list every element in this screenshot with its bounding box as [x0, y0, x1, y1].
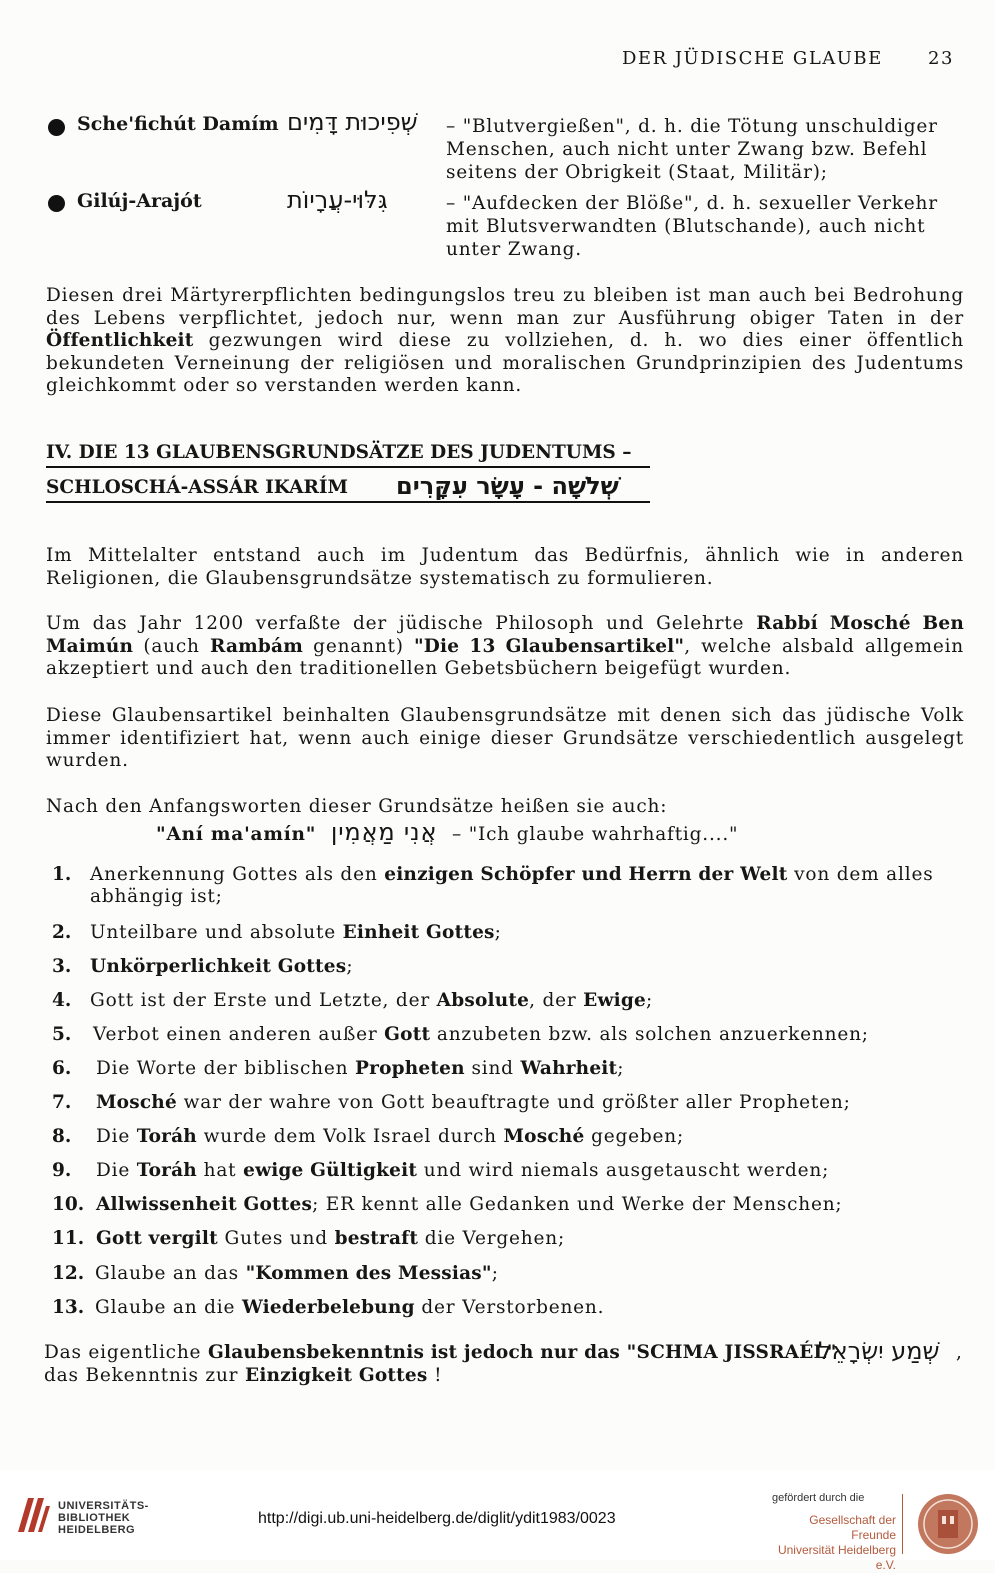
article-number: 11.	[52, 1228, 85, 1249]
intro-paragraph: Im Mittelalter entstand auch im Judentum das Bedürfnis, ähnlich wie in anderen Religionen, die Glaubensgrundsätze systematisch zu formulieren.	[46, 545, 964, 589]
article-text: Gott ist der Erste und Letzte, der Absolute, der Ewige;	[90, 990, 653, 1011]
martyr-paragraph: Diesen drei Märtyrerpflichten bedingungslos treu zu bleiben ist man auch bei Bedrohung des Lebens verpflichtet, jedoch nur, wenn man zur Ausführung obiger Taten in der Öffentlichkeit gezwungen wird diese zu vollziehen, d. h. wo dies einer öffentlich bekundeten Verneinung der religiösen und moralischen Grundprinzipien des Judentums gleichkommt oder so verstanden werden kann.	[46, 285, 964, 396]
definition-term: Gilúj-Arajót	[77, 190, 202, 212]
article-text: Unkörperlichkeit Gottes;	[90, 956, 354, 977]
closing-comma: ,	[956, 1342, 962, 1363]
article-text: Allwissenheit Gottes; ER kennt alle Gedanken und Werke der Menschen;	[96, 1194, 843, 1215]
article-number: 2.	[52, 922, 72, 943]
article-text: Glaube an die Wiederbelebung der Verstorbenen.	[95, 1297, 605, 1318]
definition-hebrew: שְׁפִיכוּת דָּמִים	[287, 108, 418, 136]
definition-text: – "Aufdecken der Blöße", d. h. sexueller Verkehr mit Blutsverwandten (Blutschande), auch nicht unter Zwang.	[446, 193, 938, 260]
ani-maamin-translation: – "Ich glaube wahrhaftig...."	[452, 824, 739, 845]
closing-line1: Das eigentliche Glaubensbekenntnis ist jedoch nur das "SCHMA JISSRAÉL"	[44, 1342, 837, 1363]
article-text: Die Toráh hat ewige Gültigkeit und wird niemals ausgetauscht werden;	[96, 1160, 830, 1181]
sponsor-divider	[902, 1494, 903, 1554]
article-number: 6.	[52, 1058, 72, 1079]
permalink-url[interactable]: http://digi.ub.uni-heidelberg.de/diglit/ydit1983/0023	[258, 1510, 616, 1527]
article-number: 9.	[52, 1160, 72, 1181]
library-logo-icon	[14, 1492, 54, 1538]
rambam-paragraph: Um das Jahr 1200 verfaßte der jüdische Philosoph und Gelehrte Rabbí Mosché Ben Maimún (auch Rambám genannt) "Die 13 Glaubensartikel", welche alsbald allgemein akzeptiert und auch den traditionellen Gebetsbüchern beigefügt wurden.	[46, 613, 964, 679]
ani-maamin-line	[156, 818, 738, 846]
article-number: 8.	[52, 1126, 72, 1147]
article-text: Verbot einen anderen außer Gott anzubeten bzw. als solchen anzuerkennen;	[93, 1024, 869, 1045]
bullet-icon	[48, 195, 65, 212]
ani-maamin-lead: Nach den Anfangsworten dieser Grundsätze heißen sie auch:	[46, 796, 668, 817]
article-number: 7.	[52, 1092, 72, 1113]
page-number: 23	[928, 48, 954, 69]
section-heading-translit: SCHLOSCHÁ-ASSÁR IKARÍM	[46, 477, 348, 498]
sponsor-note: gefördert durch die	[772, 1492, 865, 1504]
article-number: 3.	[52, 956, 72, 977]
section-heading-hebrew: שְׁלֹשָׁה - עָשָׂר עִקָּרִים	[396, 472, 619, 500]
article-text: Die Toráh wurde dem Volk Israel durch Mosché gegeben;	[96, 1126, 685, 1147]
article-number: 10.	[52, 1194, 85, 1215]
article-number: 1.	[52, 864, 72, 885]
article-text: Mosché war der wahre von Gott beauftragte und größter aller Propheten;	[96, 1092, 851, 1113]
article-text: Die Worte der biblischen Propheten sind Wahrheit;	[96, 1058, 625, 1079]
article-number: 13.	[52, 1297, 85, 1318]
article-number: 5.	[52, 1024, 72, 1045]
definition-text: – "Blutvergießen", d. h. die Tötung unschuldiger Menschen, auch nicht unter Zwang bzw. Befehl seitens der Obrigkeit (Staat, Militär);	[446, 116, 938, 183]
ani-maamin-hebrew: אֲנִי מַאֲמִין	[330, 818, 438, 846]
bullet-icon	[48, 119, 65, 136]
running-header-title: DER JÜDISCHE GLAUBE	[622, 48, 883, 69]
article-text: Glaube an das "Kommen des Messias";	[95, 1263, 499, 1284]
ani-maamin-term: "Aní ma'amín"	[156, 824, 317, 845]
definition-hebrew: גִּלּוּי-עֲרָיוֹת	[287, 186, 388, 214]
university-seal-icon	[916, 1492, 980, 1556]
library-name: UNIVERSITÄTS- BIBLIOTHEK HEIDELBERG	[58, 1500, 149, 1536]
article-text: Anerkennung Gottes als den einzigen Schöpfer und Herrn der Welt von dem alles abhängig ist;	[90, 864, 934, 907]
shema-hebrew: שְׁמַע יִשְׂרָאֵל	[818, 1337, 940, 1365]
glaubensartikel-paragraph: Diese Glaubensartikel beinhalten Glaubensgrundsätze mit denen sich das jüdische Volk immer identifiziert hat, wenn auch einige dieser Grundsätze verschiedentlich ausgelegt wurden.	[46, 705, 964, 771]
article-number: 12.	[52, 1263, 85, 1284]
article-text: Gott vergilt Gutes und bestraft die Vergehen;	[96, 1228, 566, 1249]
closing-line2: das Bekenntnis zur Einzigkeit Gottes !	[44, 1365, 443, 1386]
section-heading-line1: IV. DIE 13 GLAUBENSGRUNDSÄTZE DES JUDENTUMS –	[46, 442, 650, 468]
definition-term: Sche'fichút Damím	[77, 113, 279, 135]
section-heading-line2	[46, 472, 650, 503]
article-number: 4.	[52, 990, 72, 1011]
sponsor-name: Gesellschaft der Freunde Universität Heidelberg e.V.	[777, 1513, 896, 1572]
article-text: Unteilbare und absolute Einheit Gottes;	[90, 922, 502, 943]
